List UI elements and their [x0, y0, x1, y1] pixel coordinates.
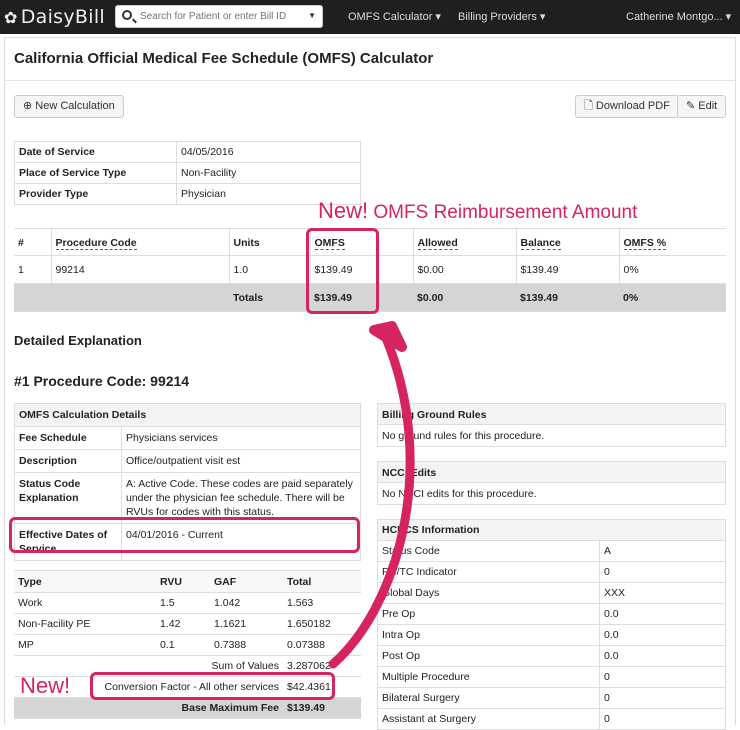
table-row	[378, 583, 726, 604]
hcpcs-label: Bilateral Surgery	[378, 688, 600, 709]
detailed-explanation-heading: Detailed Explanation	[14, 333, 142, 348]
search-input[interactable]	[140, 9, 300, 24]
col-omfs-label: OMFS	[314, 237, 345, 249]
cell-procedure-code: 99214	[51, 256, 229, 284]
totals-label: Totals	[229, 284, 310, 312]
page-title: California Official Medical Fee Schedule (OMFS) Calculator	[14, 50, 434, 67]
table-row	[378, 688, 726, 709]
billing-ground-rules-body: No ground rules for this procedure.	[382, 430, 545, 442]
col-omfs-percent[interactable]	[619, 229, 726, 256]
col-total: Total	[283, 571, 361, 593]
hcpcs-value: 0.0	[600, 604, 726, 625]
cell-allowed: $0.00	[413, 256, 516, 284]
info-label: Place of Service Type	[15, 163, 177, 184]
table-row	[15, 450, 361, 473]
hcpcs-label: Multiple Procedure	[378, 667, 600, 688]
new-omfs-annotation	[318, 198, 637, 224]
cell-empty	[14, 284, 51, 312]
table-row	[378, 646, 726, 667]
total-omfs: $139.49	[310, 284, 413, 312]
table-row	[15, 473, 361, 524]
omfs-amount-label: OMFS Reimbursement Amount	[373, 202, 638, 223]
calculation-info-table	[14, 141, 361, 205]
table-row	[15, 163, 361, 184]
info-value: 04/05/2016	[177, 142, 361, 163]
base-fee-value: $139.49	[283, 698, 361, 719]
pdf-file-icon: 🗋	[584, 100, 593, 112]
cell-units: 1.0	[229, 256, 310, 284]
rvu-value: 0.1	[156, 635, 210, 656]
hcpcs-header: HCPCS Information	[378, 520, 726, 541]
table-row	[378, 562, 726, 583]
search-dropdown-caret-icon[interactable]: ▼	[308, 11, 316, 20]
ncci-edits-body: No NCCI edits for this procedure.	[382, 488, 537, 500]
info-label: Date of Service	[15, 142, 177, 163]
cell-balance: $139.49	[516, 256, 619, 284]
menu-omfs-calculator[interactable]: OMFS Calculator ▾	[348, 11, 441, 23]
edit-button[interactable]	[677, 95, 726, 118]
menu-billing-providers[interactable]: Billing Providers ▾	[458, 11, 546, 23]
procedure-code-heading: #1 Procedure Code: 99214	[14, 373, 190, 389]
gaf-value: 1.042	[210, 593, 283, 614]
base-fee-row	[14, 698, 361, 719]
col-allowed-label: Allowed	[417, 237, 458, 249]
table-row	[15, 142, 361, 163]
info-value: Physician	[177, 184, 361, 205]
table-row	[14, 614, 361, 635]
total-balance: $139.49	[516, 284, 619, 312]
rvu-type: Work	[14, 593, 156, 614]
edit-label: Edit	[698, 100, 718, 112]
calc-value: A: Active Code. These codes are paid separately under the physician fee schedule. There will be RVUs for codes with this status.	[122, 473, 361, 524]
hcpcs-label: Status Code	[378, 541, 600, 562]
hcpcs-value: 0	[600, 688, 726, 709]
calc-value: Physicians services	[122, 427, 361, 450]
col-units: Units	[229, 229, 310, 256]
table-row	[15, 427, 361, 450]
download-pdf-button[interactable]	[575, 95, 679, 118]
hcpcs-label: Assistant at Surgery	[378, 709, 600, 730]
brand-logo[interactable]	[4, 6, 105, 28]
total-value: 1.650182	[283, 614, 361, 635]
plus-circle-icon: ⊕	[23, 100, 33, 112]
total-value: 1.563	[283, 593, 361, 614]
new-label: New!	[318, 198, 369, 223]
hcpcs-label: Intra Op	[378, 625, 600, 646]
col-type: Type	[14, 571, 156, 593]
hcpcs-value: 0	[600, 709, 726, 730]
conversion-factor-value: $42.4361	[283, 677, 361, 698]
table-row	[378, 604, 726, 625]
table-header-row	[14, 571, 361, 593]
search-box[interactable]	[115, 5, 323, 28]
brand-name: DaisyBill	[20, 6, 105, 28]
hcpcs-value: XXX	[600, 583, 726, 604]
calc-value: 04/01/2016 - Current	[122, 524, 361, 561]
hcpcs-value: A	[600, 541, 726, 562]
col-balance[interactable]	[516, 229, 619, 256]
rvu-value: 1.42	[156, 614, 210, 635]
col-procedure-code[interactable]	[51, 229, 229, 256]
col-allowed[interactable]	[413, 229, 516, 256]
sum-label: Sum of Values	[14, 656, 283, 677]
title-divider	[4, 80, 736, 81]
calc-details-header: OMFS Calculation Details	[15, 404, 361, 427]
total-omfs-percent: 0%	[619, 284, 726, 312]
conversion-factor-highlight	[90, 672, 335, 700]
new-conversion-annotation	[20, 673, 70, 699]
total-value: 0.07388	[283, 635, 361, 656]
calc-value: Office/outpatient visit est	[122, 450, 361, 473]
cell-omfs: $139.49	[310, 256, 413, 284]
new-calculation-label: New Calculation	[35, 100, 115, 112]
calc-label: Effective Dates of Service	[15, 524, 122, 561]
conversion-factor-label: Conversion Factor - All other services	[14, 677, 283, 698]
base-fee-label: Base Maximum Fee	[14, 698, 283, 719]
info-label: Provider Type	[15, 184, 177, 205]
ncci-edits-header: NCCI Edits	[378, 462, 725, 483]
gaf-value: 0.7388	[210, 635, 283, 656]
menu-user[interactable]: Catherine Montgo... ▾	[626, 11, 732, 23]
table-row	[378, 709, 726, 730]
table-header-row	[15, 404, 361, 427]
table-row	[15, 184, 361, 205]
rvu-value: 1.5	[156, 593, 210, 614]
hcpcs-value: 0	[600, 667, 726, 688]
col-gaf: GAF	[210, 571, 283, 593]
info-value: Non-Facility	[177, 163, 361, 184]
col-omfs-percent-label: OMFS %	[623, 237, 667, 249]
effective-dates-highlight	[9, 517, 360, 553]
cell-number: 1	[14, 256, 51, 284]
hcpcs-value: 0	[600, 562, 726, 583]
calc-label: Status Code Explanation	[15, 473, 122, 524]
daisy-icon: ✿	[4, 8, 18, 27]
hcpcs-value: 0.0	[600, 625, 726, 646]
hcpcs-label: Post Op	[378, 646, 600, 667]
cell-omfs-percent: 0%	[619, 256, 726, 284]
total-allowed: $0.00	[413, 284, 516, 312]
sum-value: 3.287062	[283, 656, 361, 677]
omfs-column-highlight	[306, 228, 379, 314]
pencil-icon: ✎	[686, 100, 696, 112]
hcpcs-information-table	[377, 519, 726, 730]
rvu-type: Non-Facility PE	[14, 614, 156, 635]
table-row	[378, 667, 726, 688]
new-label: New!	[20, 673, 71, 698]
table-row	[14, 635, 361, 656]
billing-ground-rules-header: Billing Ground Rules	[378, 404, 725, 425]
table-row	[14, 593, 361, 614]
table-row	[378, 541, 726, 562]
hcpcs-label: PC/TC Indicator	[378, 562, 600, 583]
download-pdf-label: Download PDF	[595, 100, 670, 112]
cell-empty	[51, 284, 229, 312]
new-calculation-button[interactable]	[14, 95, 124, 118]
hcpcs-value: 0.0	[600, 646, 726, 667]
gaf-value: 1.1621	[210, 614, 283, 635]
search-icon	[122, 10, 132, 20]
calc-label: Description	[15, 450, 122, 473]
rvu-type: MP	[14, 635, 156, 656]
hcpcs-label: Global Days	[378, 583, 600, 604]
top-navbar	[0, 0, 740, 34]
calc-label: Fee Schedule	[15, 427, 122, 450]
billing-ground-rules-panel	[377, 403, 726, 447]
col-procedure-code-label: Procedure Code	[55, 237, 137, 249]
ncci-edits-panel	[377, 461, 726, 505]
col-rvu: RVU	[156, 571, 210, 593]
col-number: #	[14, 229, 51, 256]
table-header-row	[378, 520, 726, 541]
table-row	[378, 625, 726, 646]
hcpcs-label: Pre Op	[378, 604, 600, 625]
col-balance-label: Balance	[520, 237, 561, 249]
